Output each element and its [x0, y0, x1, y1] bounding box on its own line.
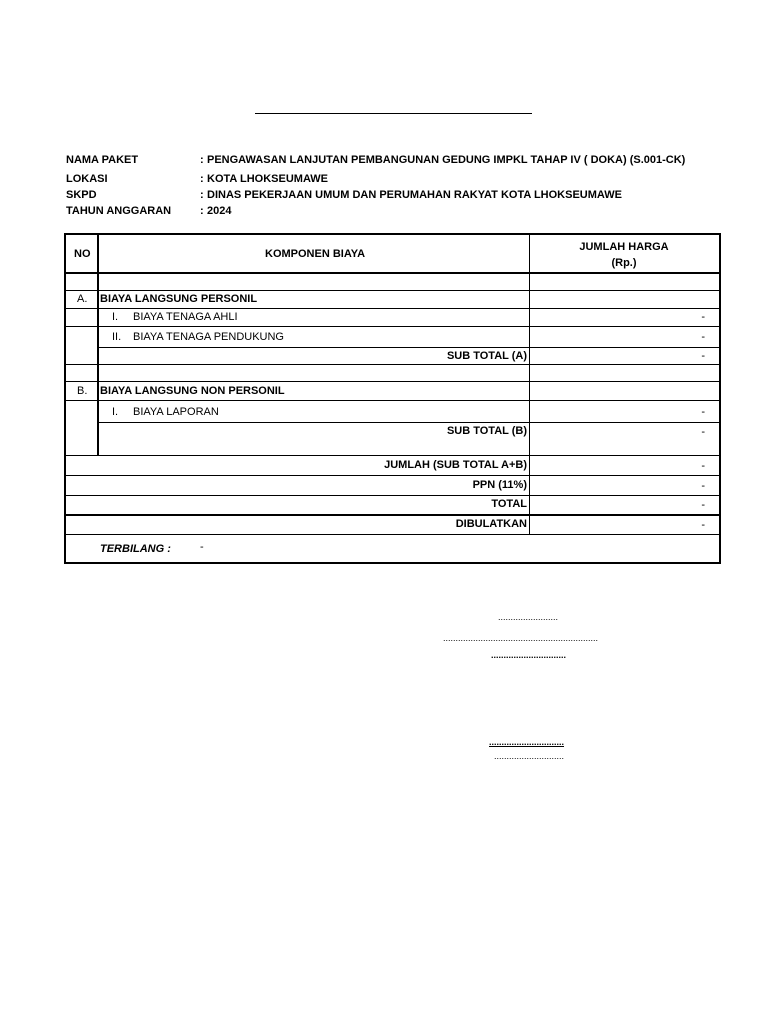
- a1-no: I.: [112, 311, 119, 323]
- header-jumlah-harga-unit: (Rp.): [611, 257, 637, 269]
- terbilang-label: TERBILANG :: [100, 543, 171, 555]
- row-line: [66, 308, 719, 309]
- separator: :: [200, 189, 204, 201]
- section-b-label: BIAYA LANGSUNG NON PERSONIL: [100, 385, 285, 397]
- row-line: [97, 422, 719, 423]
- header-no: NO: [74, 248, 91, 260]
- row-line: [66, 534, 719, 535]
- a2-label: BIAYA TENAGA PENDUKUNG: [133, 331, 284, 343]
- subtotal-a-label: SUB TOTAL (A): [446, 350, 527, 362]
- section-a-no: A.: [77, 293, 88, 305]
- a2-value: -: [701, 331, 705, 343]
- row-line: [66, 290, 719, 291]
- tahun-anggaran-label: TAHUN ANGGARAN: [66, 205, 172, 217]
- signature-company: ..............................................................: [443, 633, 599, 643]
- dibulatkan-value: -: [701, 519, 705, 531]
- row-line: [66, 455, 719, 456]
- a2-no: II.: [112, 331, 122, 343]
- nama-paket-value: PENGAWASAN LANJUTAN PEMBANGUNAN GEDUNG IMPKL TAHAP IV ( DOKA) (S.001-CK): [207, 154, 686, 166]
- signature-place-date: ........................: [498, 612, 559, 622]
- row-line: [66, 400, 719, 401]
- subtotal-a-value: -: [701, 350, 705, 362]
- row-line: [66, 381, 719, 382]
- header-komponen-biaya: KOMPONEN BIAYA: [265, 248, 366, 260]
- separator: :: [200, 154, 204, 166]
- separator: :: [200, 205, 204, 217]
- ppn-label: PPN (11%): [472, 479, 527, 491]
- b1-label: BIAYA LAPORAN: [133, 406, 219, 418]
- b1-value: -: [701, 406, 705, 418]
- section-a-label: BIAYA LANGSUNG PERSONIL: [100, 293, 258, 305]
- jumlah-value: -: [701, 460, 705, 472]
- skpd-label: SKPD: [66, 189, 97, 201]
- cost-table: [64, 233, 721, 564]
- header-bottom-line: [66, 272, 719, 274]
- nama-paket-label: NAMA PAKET: [66, 154, 139, 166]
- jumlah-label: JUMLAH (SUB TOTAL A+B): [384, 459, 527, 471]
- subtotal-b-label: SUB TOTAL (B): [446, 425, 527, 437]
- separator: :: [200, 173, 204, 185]
- col-divider-jumlah: [529, 235, 530, 534]
- row-line: [97, 347, 719, 348]
- lokasi-value: KOTA LHOKSEUMAWE: [207, 173, 328, 185]
- tahun-anggaran-value: 2024: [207, 205, 232, 217]
- skpd-value: DINAS PEKERJAAN UMUM DAN PERUMAHAN RAKYAT KOTA LHOKSEUMAWE: [207, 189, 622, 201]
- ppn-value: -: [701, 480, 705, 492]
- section-b-no: B.: [77, 385, 88, 397]
- terbilang-value: -: [200, 541, 204, 553]
- dibulatkan-label: DIBULATKAN: [455, 518, 527, 530]
- row-line: [66, 364, 719, 365]
- row-line: [66, 514, 719, 516]
- row-line: [66, 326, 719, 327]
- title-underline: [255, 113, 532, 114]
- a1-value: -: [701, 311, 705, 323]
- signature-title: ............................: [494, 751, 565, 761]
- total-label: TOTAL: [491, 498, 527, 510]
- a1-label: BIAYA TENAGA AHLI: [133, 311, 238, 323]
- signature-position: ..............................: [491, 650, 567, 660]
- header-jumlah-harga: JUMLAH HARGA: [579, 241, 669, 253]
- subtotal-b-value: -: [701, 426, 705, 438]
- row-line: [66, 475, 719, 476]
- b1-no: I.: [112, 406, 119, 418]
- lokasi-label: LOKASI: [66, 173, 108, 185]
- total-value: -: [701, 499, 705, 511]
- signature-name: ..............................: [489, 737, 565, 747]
- row-line: [66, 495, 719, 496]
